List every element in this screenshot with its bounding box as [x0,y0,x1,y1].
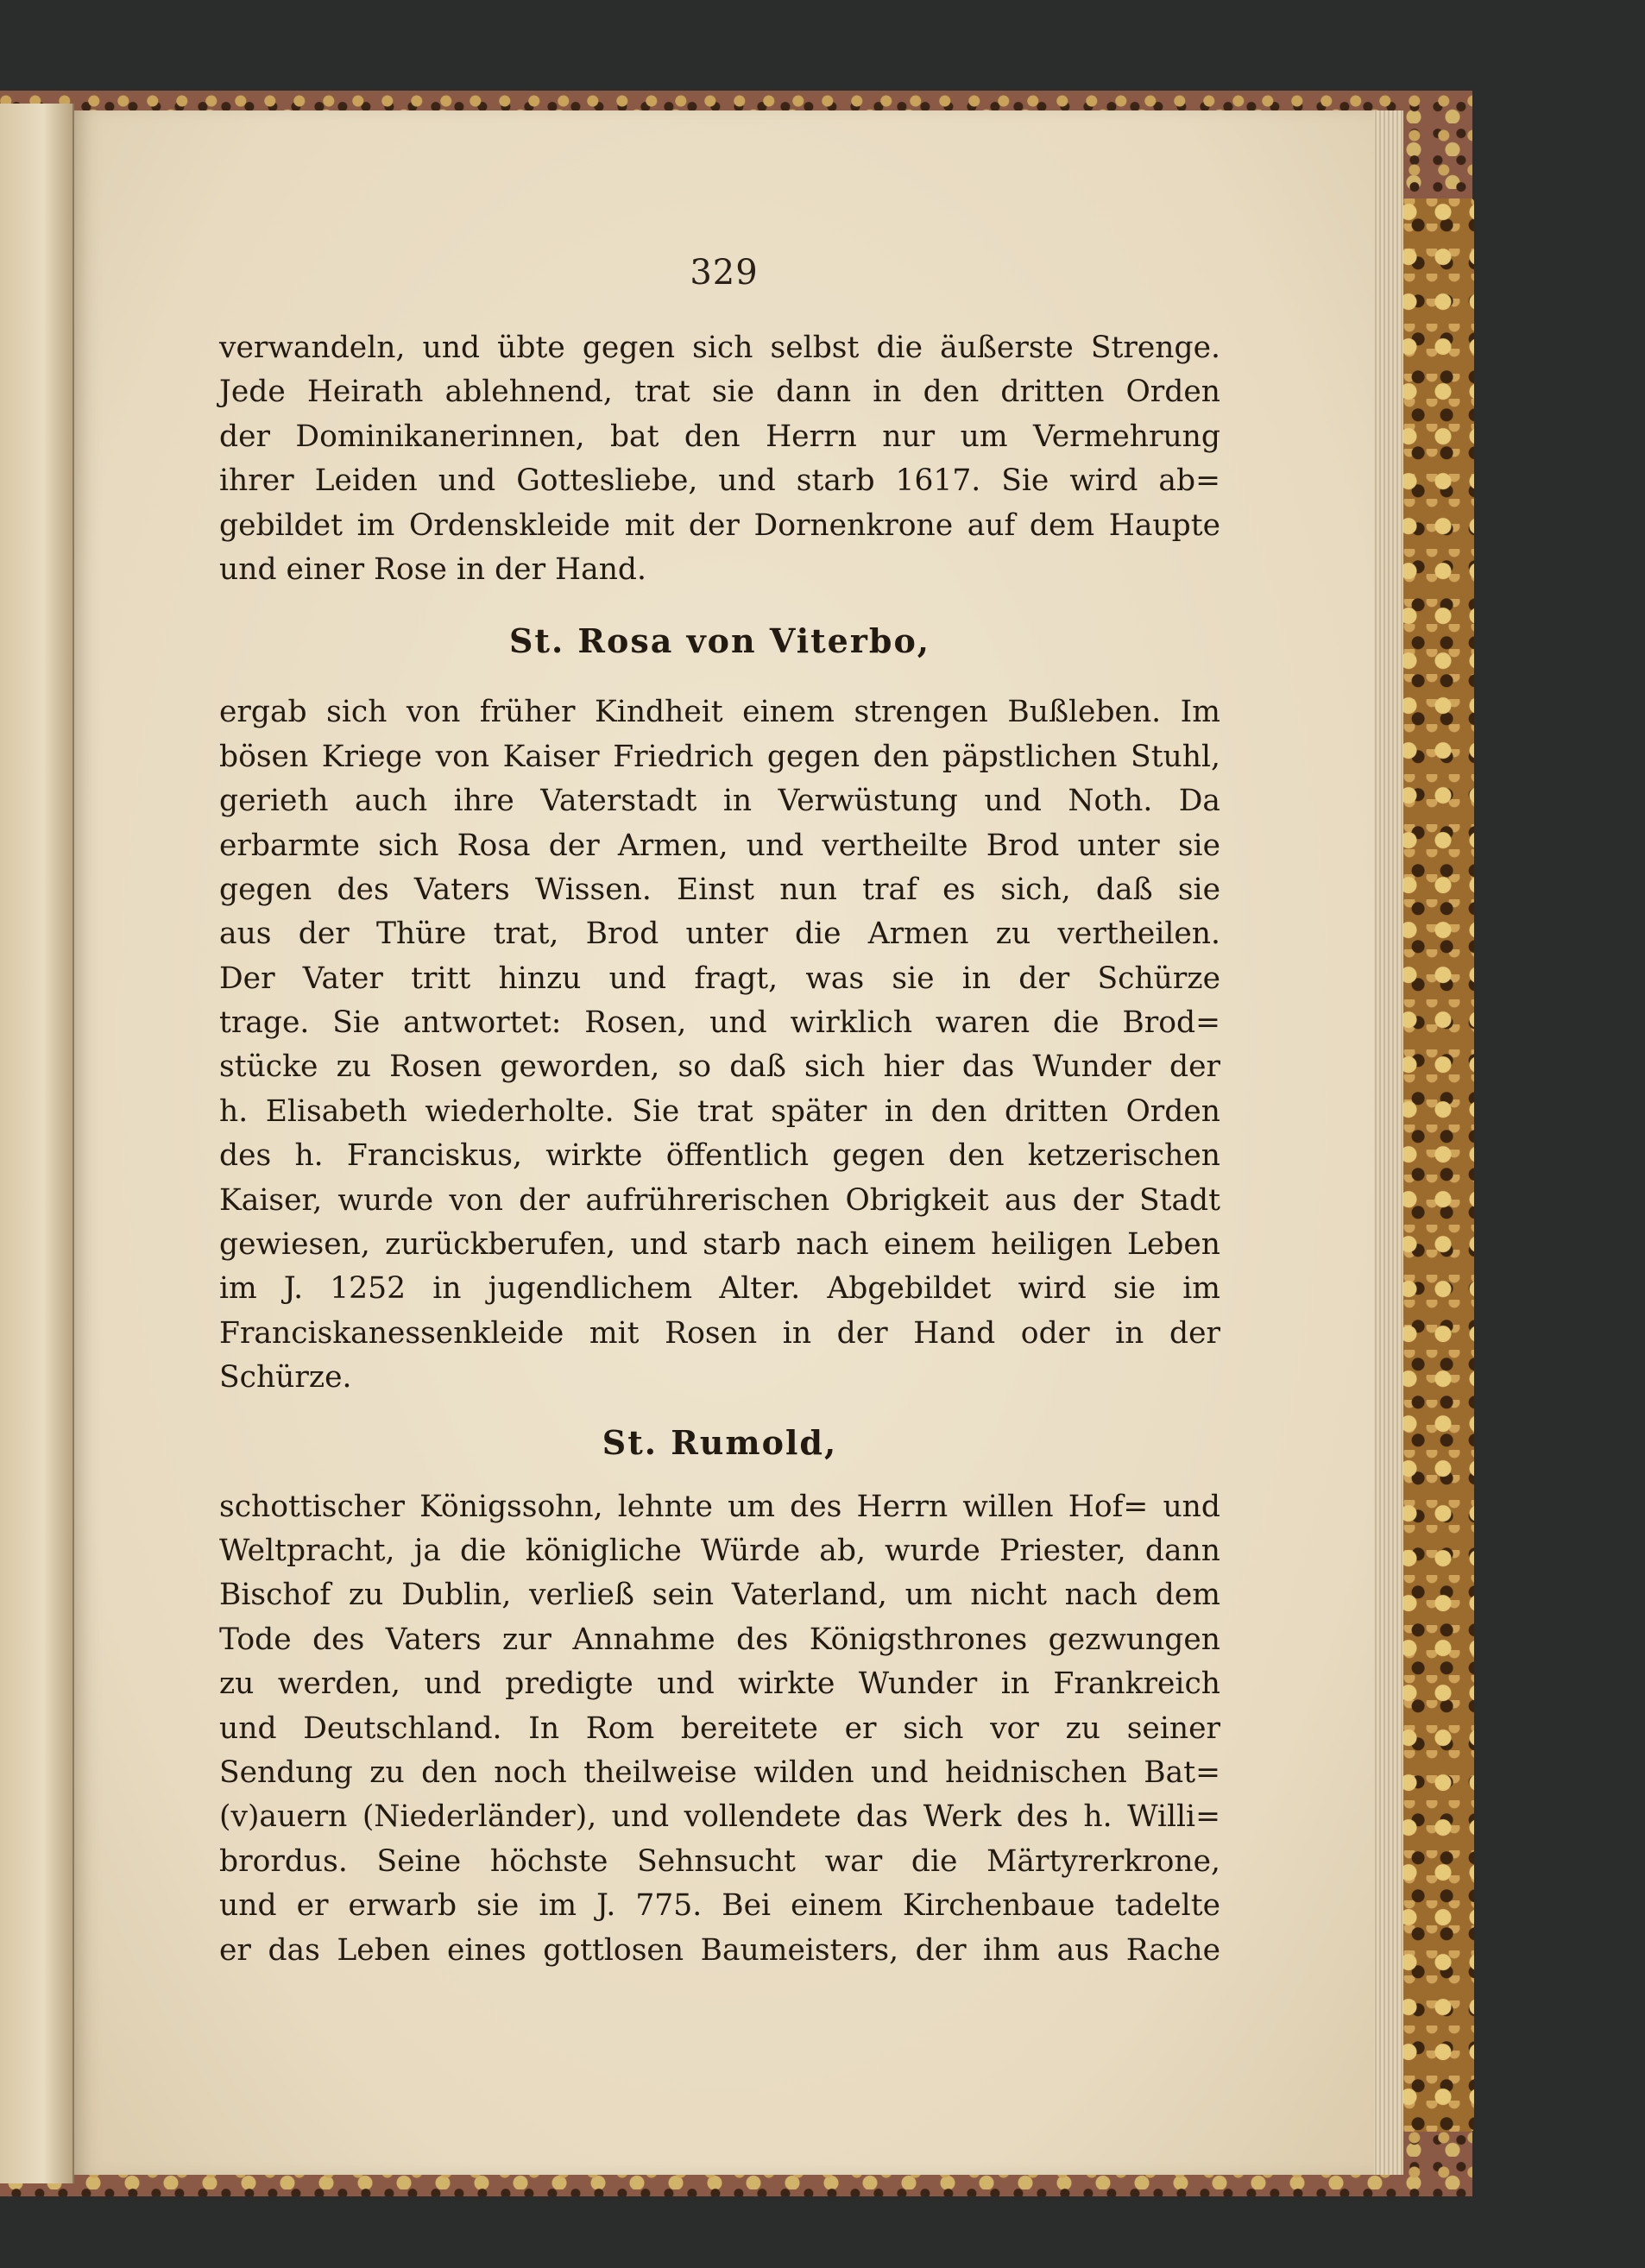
text-line: ihrer Leiden und Gottesliebe, und starb 1617. Sie wird ab= [219,463,1220,499]
heading-rosa-von-viterbo: St. Rosa von Viterbo, [508,621,931,661]
text-line: er das Leben eines gottlosen Baumeisters, der ihm aus Rache [219,1932,1220,1968]
page-text [219,326,1220,1973]
text-line: des h. Franciskus, wirkte öffentlich gegen den ketzerischen [219,1138,1220,1174]
text-line: Franciskanessenkleide mit Rosen in der Hand oder in der [219,1315,1220,1351]
text-line: Weltpracht, ja die königliche Würde ab, wurde Priester, dann [219,1533,1220,1568]
text-line: Kaiser, wurde von der aufrührerischen Obrigkeit aus der Stadt [219,1182,1220,1218]
page-number: 329 [690,253,759,293]
marbled-cover-edge [1398,198,1474,2132]
paragraph-2 [219,690,1220,1400]
text-line: brordus. Seine höchste Sehnsucht war die Märtyrerkrone, [219,1843,1220,1879]
text-line: schottischer Königssohn, lehnte um des Herrn willen Hof= und [219,1489,1220,1524]
text-line: gegen des Vaters Wissen. Einst nun traf es sich, daß sie [219,872,1220,907]
text-line: bösen Kriege von Kaiser Friedrich gegen den päpstlichen Stuhl, [219,739,1220,774]
text-line: erbarmte sich Rosa der Armen, und vertheilte Brod unter sie [219,828,1220,863]
left-page-edge [0,104,74,2183]
paragraph-1 [219,326,1220,592]
text-line: Der Vater tritt hinzu und fragt, was sie in der Schürze [219,961,1220,996]
text-line: der Dominikanerinnen, bat den Herrn nur um Vermehrung [219,419,1220,454]
text-line: aus der Thüre trat, Brod unter die Armen zu vertheilen. [219,917,1220,952]
heading-rumold: St. Rumold, [602,1422,838,1462]
text-line: zu werden, und predigte und wirkte Wunder in Frankreich [219,1666,1220,1702]
text-line: gerieth auch ihre Vaterstadt in Verwüstung und Noth. Da [219,784,1220,819]
book-page [74,110,1374,2175]
text-line: Jede Heirath ablehnend, trat sie dann in den dritten Orden [219,375,1220,410]
text-line: Sendung zu den noch theilweise wilden und heidnischen Bat= [219,1755,1220,1790]
text-line: Bischof zu Dublin, verließ sein Vaterland, um nicht nach dem [219,1578,1220,1613]
text-line: und er erwarb sie im J. 775. Bei einem Kirchenbaue tadelte [219,1888,1220,1924]
text-line: h. Elisabeth wiederholte. Sie trat später in den dritten Orden [219,1093,1220,1129]
text-line: Tode des Vaters zur Annahme des Königsthrones gezwungen [219,1622,1220,1657]
text-line: gebildet im Ordenskleide mit der Dornenkrone auf dem Haupte [219,507,1220,543]
text-line: gewiesen, zurückberufen, und starb nach einem heiligen Leben [219,1227,1220,1263]
text-line: (v)auern (Niederländer), und vollendete das Werk des h. Willi= [219,1799,1220,1835]
page-stack [1372,110,1403,2175]
text-line: trage. Sie antwortet: Rosen, und wirklich waren die Brod= [219,1005,1220,1041]
text-line: stücke zu Rosen geworden, so daß sich hier das Wunder der [219,1049,1220,1085]
paragraph-3 [219,1485,1220,1973]
text-line: im J. 1252 in jugendlichem Alter. Abgebildet wird sie im [219,1271,1220,1307]
text-line: und Deutschland. In Rom bereitete er sich vor zu seiner [219,1710,1220,1746]
text-line: und einer Rose in der Hand. [219,551,646,587]
text-line: verwandeln, und übte gegen sich selbst die äußerste Strenge. [219,331,1220,365]
text-line: ergab sich von früher Kindheit einem strengen Bußleben. Im [219,695,1220,730]
text-line: Schürze. [219,1360,352,1395]
